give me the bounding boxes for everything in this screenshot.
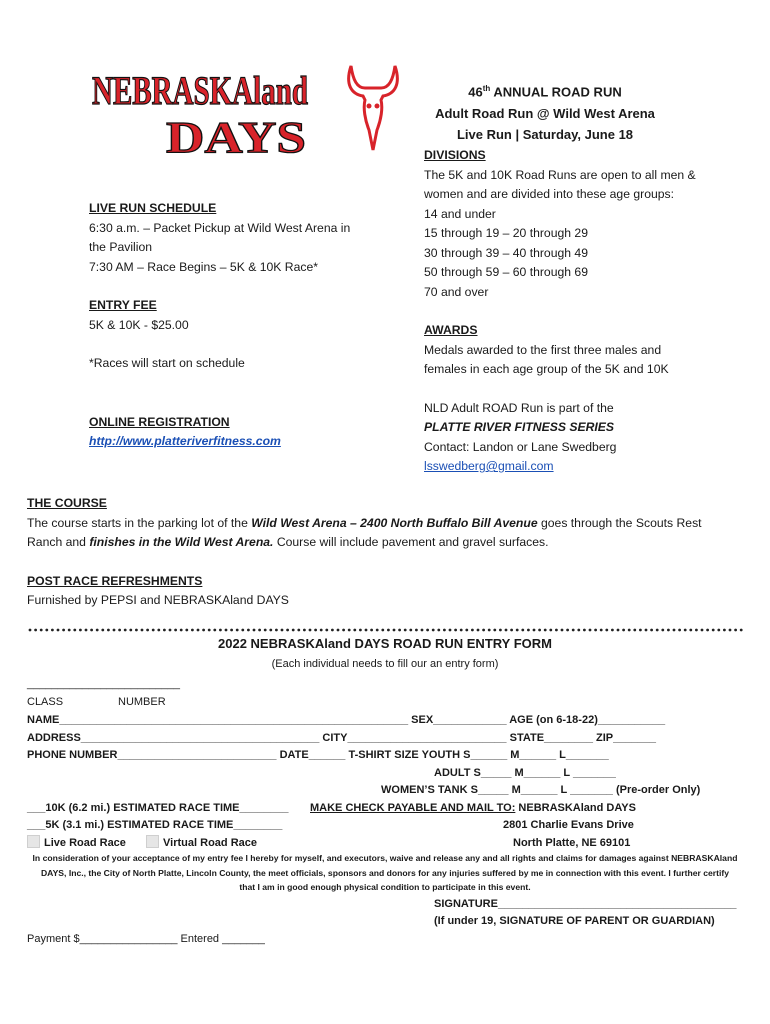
age-group: 15 through 19 – 20 through 29: [424, 226, 588, 240]
schedule-line-2: the Pavilion: [89, 240, 153, 254]
race-type-options: [27, 835, 257, 853]
entry-fee-heading: ENTRY FEE: [89, 298, 157, 312]
contact-email-link[interactable]: lsswedberg@gmail.com: [424, 459, 554, 473]
awards-line-2: females in each age group of the 5K and 10K: [424, 362, 669, 376]
entry-form-subtitle: (Each individual needs to fill our an entry form): [271, 658, 499, 670]
mail-city: North Platte, NE 69101: [513, 837, 631, 849]
entry-form-title: 2022 NEBRASKAland DAYS ROAD RUN ENTRY FORM: [218, 636, 552, 651]
10k-option[interactable]: ___10K (6.2 mi.) ESTIMATED RACE TIME________: [27, 802, 289, 814]
womens-tank-size[interactable]: WOMEN’S TANK S_____ M______ L _______ (Pre-order Only): [381, 784, 701, 796]
dotted-divider: [27, 627, 745, 633]
schedule-heading: LIVE RUN SCHEDULE: [89, 201, 217, 215]
event-date: Live Run | Saturday, June 18: [456, 127, 634, 142]
address-field[interactable]: ADDRESS_______________________________________ CITY__________________________ STATE________ ZIP_______: [27, 732, 656, 744]
adult-shirt-size[interactable]: ADULT S_____ M______ L _______: [434, 767, 616, 779]
phone-field[interactable]: PHONE NUMBER__________________________ DATE______ T-SHIRT SIZE YOUTH S______ M______ L_______: [27, 749, 609, 761]
schedule-line-1: 6:30 a.m. – Packet Pickup at Wild West Arena in: [89, 220, 351, 235]
signature-field[interactable]: SIGNATURE_______________________________________: [434, 898, 737, 910]
course-paragraph-1: The course starts in the parking lot of the Wild West Arena – 2400 North Buffalo Bill Avenue goes through the Scouts Rest: [27, 515, 702, 530]
series-contact: Contact: Landon or Lane Swedberg: [424, 439, 617, 454]
divisions-intro-1: The 5K and 10K Road Runs are open to all men &: [424, 167, 696, 182]
age-group: 70 and over: [424, 284, 489, 299]
class-number-blank[interactable]: _________________________: [27, 678, 180, 690]
bull-skull-icon: [345, 60, 401, 154]
schedule-line-3: 7:30 AM – Race Begins – 5K & 10K Race*: [89, 259, 318, 274]
mail-street: 2801 Charlie Evans Drive: [503, 819, 634, 831]
series-name: PLATTE RIVER FITNESS SERIES: [424, 420, 615, 434]
nebraskaland-days-logo: [88, 60, 312, 162]
age-group: 50 through 59 – 60 through 69: [424, 265, 588, 279]
class-label: CLASS: [27, 696, 64, 708]
guardian-note: (If under 19, SIGNATURE OF PARENT OR GUARDIAN): [434, 915, 715, 927]
live-race-checkbox[interactable]: [27, 835, 40, 848]
number-label: NUMBER: [118, 696, 166, 708]
age-group: 14 and under: [424, 206, 496, 221]
5k-option[interactable]: ___5K (3.1 mi.) ESTIMATED RACE TIME________: [27, 819, 283, 831]
age-group: 30 through 39 – 40 through 49: [424, 245, 588, 260]
refreshments-text: Furnished by PEPSI and NEBRASKAland DAYS: [27, 593, 289, 607]
divisions-heading: DIVISIONS: [424, 148, 486, 162]
online-registration-heading: ONLINE REGISTRATION: [89, 414, 230, 429]
schedule-note: *Races will start on schedule: [89, 356, 245, 370]
name-field[interactable]: NAME_________________________________________________________ SEX____________ AGE (on 6-18-22)___________: [27, 714, 666, 726]
divisions-intro-2: women and are divided into these age groups:: [424, 187, 675, 201]
virtual-race-checkbox[interactable]: [146, 835, 159, 848]
mail-to: MAKE CHECK PAYABLE AND MAIL TO: NEBRASKAland DAYS: [310, 802, 636, 814]
event-title: [420, 78, 670, 102]
series-line-1: NLD Adult ROAD Run is part of the: [424, 400, 614, 415]
payment-field[interactable]: Payment $________________ Entered _______: [27, 933, 265, 945]
logo-line2: DAYS: [166, 113, 306, 162]
event-title-number: 46: [468, 84, 483, 100]
live-race-label: Live Road Race: [44, 837, 126, 849]
waiver-text: In consideration of your acceptance of my entry fee I hereby for myself, and executors, waive and release any and all rights and claims for damages against NEBRASKAland DAYS, Inc., the City of North Platte, Lincoln County, the meet officials, sponsors and donors for any injuries suffered by me in connection with this event. I further certify that I am in good enough physical condition to participate in this event.: [32, 853, 738, 892]
awards-line-1: Medals awarded to the first three males and: [424, 342, 662, 357]
virtual-race-label: Virtual Road Race: [163, 837, 257, 849]
event-title-suffix: th: [482, 84, 491, 93]
registration-link[interactable]: http://www.platteriverfitness.com: [89, 434, 281, 448]
event-title-rest: ANNUAL ROAD RUN: [490, 84, 622, 100]
entry-fee-amount: 5K & 10K - $25.00: [89, 317, 189, 332]
course-paragraph-2: Ranch and finishes in the Wild West Arena. Course will include pavement and gravel surfaces.: [27, 535, 549, 549]
event-subtitle: Adult Road Run @ Wild West Arena: [435, 106, 655, 121]
refreshments-heading: POST RACE REFRESHMENTS: [27, 573, 203, 588]
course-heading: THE COURSE: [27, 496, 107, 510]
logo-line1: NEBRASKAland: [92, 68, 308, 113]
awards-heading: AWARDS: [424, 323, 478, 337]
